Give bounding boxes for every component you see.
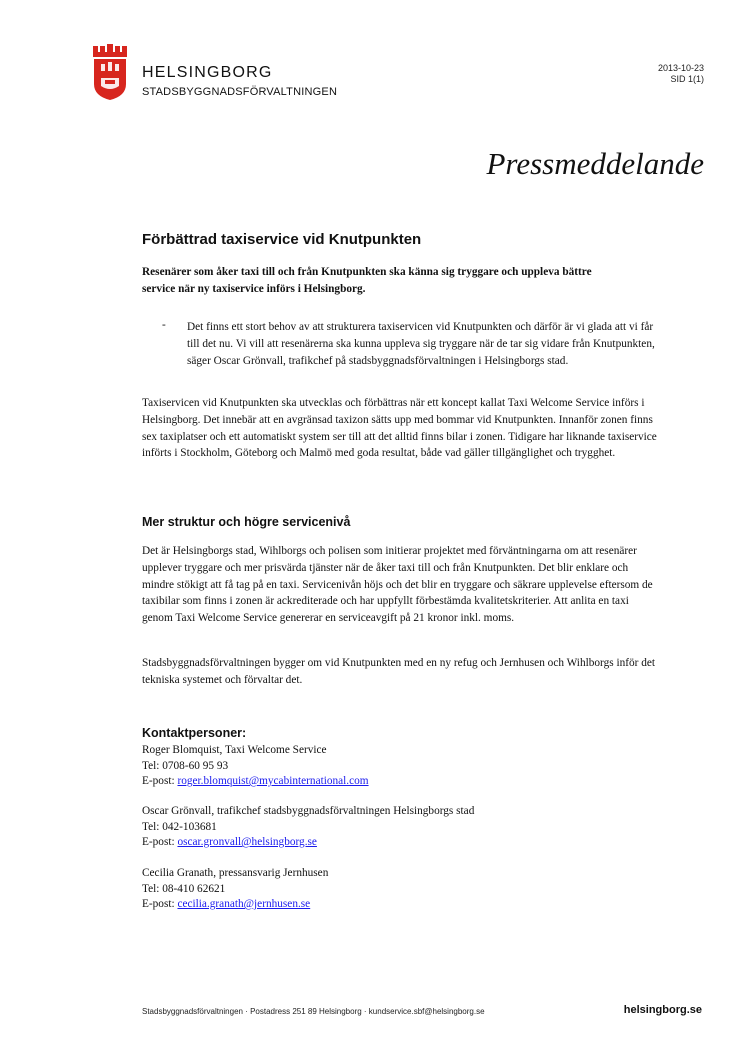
contact-name: Cecilia Granath, pressansvarig Jernhusen: [142, 867, 329, 879]
contact-email-row: [142, 897, 662, 913]
article-paragraph-3: Stadsbyggnadsförvaltningen bygger om vid Knutpunkten med en ny refug och Jernhusen och Wihlborgs inför det tekniska systemet och förvaltar det.: [142, 657, 656, 686]
date-block: [658, 63, 704, 85]
contact-name: Oscar Grönvall, trafikchef stadsbyggnadsförvaltningen Helsingborgs stad: [142, 805, 475, 817]
org-department: STADSBYGGNADSFÖRVALTNINGEN: [142, 86, 338, 98]
article-paragraph-1: Taxiservicen vid Knutpunkten ska utvecklas och förbättras när ett koncept kallat Taxi Welcome Service införs i Helsingborg. Det innebär att en avgränsad taxizon sätts upp med bommar vid Knutpunkten. Innanför zonen finns sex taxiplatser och ett automatiskt system ser till att det alltid finns bilar i zonen. Tidigare har liknande taxiservice införts i Stockholm, Göteborg och Malmö med goda resultat, både vad gäller tillgänglighet och trygghet.: [142, 397, 657, 460]
document-date: 2013-10-23: [657, 63, 704, 73]
contact-block: [142, 743, 662, 790]
email-label: E-post:: [142, 898, 178, 910]
article-headline: Förbättrad taxiservice vid Knutpunkten: [142, 231, 422, 248]
org-name: HELSINGBORG: [142, 64, 273, 81]
contact-block: [142, 866, 662, 913]
email-label: E-post:: [142, 775, 178, 787]
contact-email-row: [142, 774, 662, 790]
footer-website: helsingborg.se: [623, 1004, 702, 1016]
page-number: SID 1(1): [670, 74, 704, 84]
quote-dash: -: [162, 319, 166, 331]
article-quote: Det finns ett stort behov av att strukturera taxiservicen vid Knutpunkten och därför är vi glada att vi får till det nu. Vi vill att resenärerna ska kunna uppleva sig tryggare när de tar sig vidare från Knutpunkten, säger Oscar Grönvall, trafikchef på stadsbyggnadsförvaltningen i Helsingborgs stad.: [187, 321, 655, 367]
contact-email-link[interactable]: oscar.gronvall@helsingborg.se: [177, 836, 317, 848]
email-label: E-post:: [142, 836, 178, 848]
contact-phone: Tel: 042-103681: [142, 820, 217, 833]
contact-email-row: [142, 835, 662, 851]
article-paragraph-2: Det är Helsingborgs stad, Wihlborgs och polisen som initierar projektet med förväntningarna om att resenärer upplever tryggare och mer prisvärda tjänster när de åker taxi till och från Knutpunkten. Det blir enklare och mindre stökigt att få tag på en taxi. Servicenivån höjs och det blir en tryggare och säkrare upplevelse eftersom de taxibilar som finns i zonen är ackrediterade och har uppfyllt förbestämda kvalitetskriterier. Att anlita en taxi genom Taxi Welcome Service genererar en serviceavgift på 21 kronor inkl. moms.: [142, 545, 653, 625]
article-lead: Resenärer som åker taxi till och från Knutpunkten ska känna sig tryggare och uppleva bättre service när ny taxiservice införs i Helsingborg.: [142, 266, 592, 295]
contact-email-link[interactable]: roger.blomquist@mycabinternational.com: [177, 775, 369, 787]
contact-email-link[interactable]: cecilia.granath@jernhusen.se: [177, 898, 311, 910]
footer-address: Stadsbyggnadsförvaltningen · Postadress 251 89 Helsingborg · kundservice.sbf@helsingborg.se: [142, 1007, 485, 1016]
document-type-title: Pressmeddelande: [486, 146, 704, 181]
contacts-heading: Kontaktpersoner:: [142, 726, 247, 740]
contact-block: [142, 804, 662, 851]
contact-phone: Tel: 08-410 62621: [142, 882, 226, 895]
contact-name: Roger Blomquist, Taxi Welcome Service: [142, 744, 327, 756]
contact-phone: Tel: 0708-60 95 93: [142, 759, 229, 772]
article-subheading: Mer struktur och högre servicenivå: [142, 515, 351, 529]
helsingborg-coat-of-arms-icon: [93, 44, 127, 100]
